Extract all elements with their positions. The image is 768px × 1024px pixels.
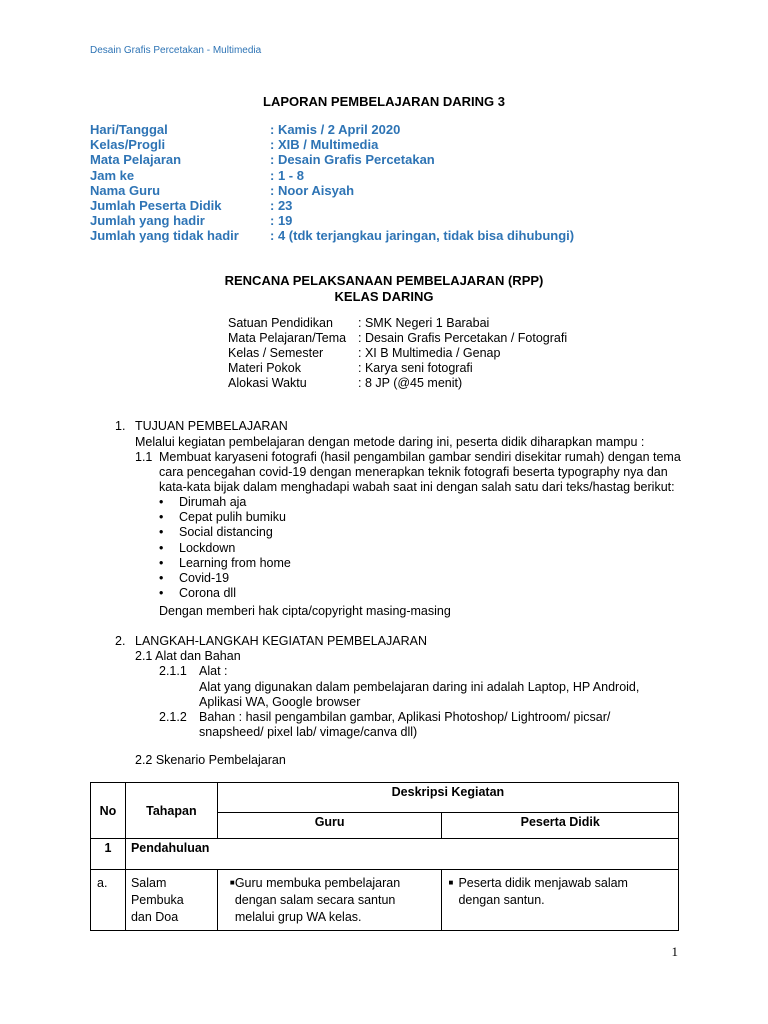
- row-number: a.: [91, 870, 126, 931]
- header-no: No: [91, 783, 126, 839]
- list-item-text: Learning from home: [179, 555, 291, 570]
- info-label: Mata Pelajaran: [90, 152, 182, 168]
- identity-label: Satuan Pendidikan: [228, 316, 333, 330]
- identity-row: [228, 346, 567, 361]
- info-row: [90, 213, 574, 228]
- info-row: [90, 228, 574, 243]
- info-label: Kelas/Progli: [90, 137, 166, 153]
- info-value: : Kamis / 2 April 2020: [270, 122, 401, 137]
- list-item-text: Corona dll: [179, 586, 236, 601]
- objective-text: [159, 450, 699, 496]
- header-deskripsi: Deskripsi Kegiatan: [217, 783, 678, 813]
- info-value: : Desain Grafis Percetakan: [270, 152, 435, 168]
- student-line: Peserta didik menjawab salam: [458, 876, 628, 890]
- identity-block: [228, 316, 567, 391]
- info-value: : Noor Aisyah: [270, 182, 355, 198]
- bullet-icon: •: [159, 495, 164, 509]
- table-row: [91, 870, 679, 931]
- section2-heading: LANGKAH-LANGKAH KEGIATAN PEMBELAJARAN: [135, 634, 427, 648]
- rpp-title-line: RENCANA PELAKSANAAN PEMBELAJARAN (RPP): [224, 273, 544, 288]
- info-value: : XIB / Multimedia: [270, 137, 379, 153]
- objective-line: kata-kata bijak dalam menghadapi wabah saat ini dengan salah satu dari teks/hastag berikut:: [159, 480, 675, 495]
- info-label: Jam ke: [90, 167, 135, 183]
- copyright-note: Dengan memberi hak cipta/copyright masing-masing: [159, 604, 451, 618]
- info-label: Jumlah Peserta Didik: [90, 197, 222, 213]
- list-item: [159, 525, 291, 540]
- list-item: [159, 571, 291, 586]
- list-item: [159, 495, 291, 510]
- identity-value: : Karya seni fotografi: [358, 361, 473, 375]
- info-label: Nama Guru: [90, 182, 161, 198]
- info-row: [90, 183, 574, 198]
- list-item-text: Cepat pulih bumiku: [179, 510, 287, 525]
- bullet-icon: •: [159, 540, 164, 555]
- square-bullet-icon: ■: [229, 878, 235, 887]
- list-item-text: Covid-19: [179, 571, 230, 586]
- info-label: Jumlah yang hadir: [90, 213, 205, 229]
- scenario-table: [90, 782, 679, 931]
- stage-line: Pembuka: [130, 893, 184, 907]
- bullet-icon: •: [159, 555, 164, 570]
- teacher-line: melalui grup WA kelas.: [234, 910, 362, 924]
- teacher-cell: [217, 870, 442, 931]
- objective-line: cara pencegahan covid-19 dengan menerapkan teknik fotografi beserta typography nya dan: [159, 465, 668, 480]
- identity-value: : SMK Negeri 1 Barabai: [358, 316, 490, 330]
- hashtag-list: [159, 495, 291, 601]
- identity-value: : 8 JP (@45 menit): [358, 376, 463, 390]
- page-header: Desain Grafis Percetakan - Multimedia: [90, 45, 262, 56]
- identity-label: Kelas / Semester: [228, 346, 324, 360]
- info-value: : 4 (tdk terjangkau jaringan, tidak bisa dihubungi): [270, 228, 575, 244]
- identity-row: [228, 376, 567, 391]
- identity-label: Materi Pokok: [228, 361, 301, 375]
- rpp-title: [0, 273, 768, 304]
- section1-intro: Melalui kegiatan pembelajaran dengan metode daring ini, peserta didik diharapkan mampu :: [135, 435, 645, 449]
- header-guru: Guru: [217, 813, 442, 839]
- info-row: [90, 122, 574, 137]
- subsection-2-2: 2.2 Skenario Pembelajaran: [135, 753, 286, 767]
- info-row: [90, 198, 574, 213]
- square-bullet-icon: ■: [448, 878, 454, 887]
- info-value: : 19: [270, 213, 293, 229]
- phase-label: Pendahuluan: [125, 839, 678, 870]
- objective-line: Membuat karyaseni fotografi (hasil pengambilan gambar sendiri disekitar rumah) dengan tema: [159, 450, 681, 464]
- list-item-text: Lockdown: [179, 540, 236, 555]
- section1-heading: TUJUAN PEMBELAJARAN: [135, 419, 288, 433]
- stage-line: dan Doa: [130, 910, 179, 924]
- tools-line: Alat yang digunakan dalam pembelajaran daring ini adalah Laptop, HP Android,: [199, 680, 640, 694]
- teacher-line: Guru membuka pembelajaran: [234, 876, 401, 890]
- identity-value: : Desain Grafis Percetakan / Fotografi: [358, 331, 568, 345]
- bullet-icon: •: [159, 510, 164, 525]
- identity-label: Mata Pelajaran/Tema: [228, 331, 347, 345]
- bullet-icon: •: [159, 571, 164, 586]
- identity-row: [228, 316, 567, 331]
- info-row: [90, 168, 574, 183]
- materials-line: snapsheed/ pixel lab/ vimage/canva dll): [199, 725, 418, 740]
- info-row: [90, 137, 574, 152]
- info-row: [90, 152, 574, 167]
- materials-text: [199, 710, 610, 740]
- list-item: [159, 510, 291, 525]
- bullet-icon: •: [159, 586, 164, 601]
- list-item-text: Dirumah aja: [179, 495, 247, 509]
- info-label: Jumlah yang tidak hadir: [90, 228, 239, 244]
- report-title: LAPORAN PEMBELAJARAN DARING 3: [263, 94, 505, 109]
- tools-line: Aplikasi WA, Google browser: [199, 695, 361, 710]
- identity-row: [228, 361, 567, 376]
- identity-value: : XI B Multimedia / Genap: [358, 346, 501, 360]
- page-number: 1: [671, 944, 678, 959]
- identity-row: [228, 331, 567, 346]
- section1-number: 1.: [115, 419, 126, 433]
- stage-cell: [125, 870, 217, 931]
- table-row: [91, 839, 679, 870]
- info-value: : 1 - 8: [270, 167, 304, 183]
- materials-line: Bahan : hasil pengambilan gambar, Aplikasi Photoshop/ Lightroom/ picsar/: [199, 710, 611, 724]
- bullet-icon: •: [159, 525, 164, 540]
- info-value: : 23: [270, 197, 293, 213]
- teacher-line: dengan salam secara santun: [234, 893, 396, 907]
- rpp-subtitle-line: KELAS DARING: [334, 288, 434, 304]
- row-number: 1: [91, 839, 126, 870]
- info-block: [90, 122, 574, 244]
- header-tahapan: Tahapan: [125, 783, 217, 839]
- subsection-2-1: 2.1 Alat dan Bahan: [135, 649, 241, 663]
- list-item-text: Social distancing: [179, 525, 273, 540]
- student-line: dengan santun.: [458, 893, 545, 907]
- list-item: [159, 540, 291, 556]
- info-label: Hari/Tanggal: [90, 122, 168, 137]
- subsection-number: 1.1: [135, 450, 153, 464]
- tools-text: [199, 680, 639, 710]
- list-item: [159, 555, 291, 571]
- student-cell: [442, 870, 679, 931]
- identity-label: Alokasi Waktu: [228, 376, 307, 390]
- subsection-number: 2.1.2: [159, 710, 187, 724]
- subsection-number: 2.1.1: [159, 664, 187, 678]
- section2-number: 2.: [115, 634, 126, 648]
- header-peserta: Peserta Didik: [442, 813, 679, 839]
- list-item: [159, 586, 291, 601]
- table-header-row: [91, 783, 679, 813]
- tools-label: Alat :: [199, 664, 228, 678]
- stage-line: Salam: [130, 876, 167, 890]
